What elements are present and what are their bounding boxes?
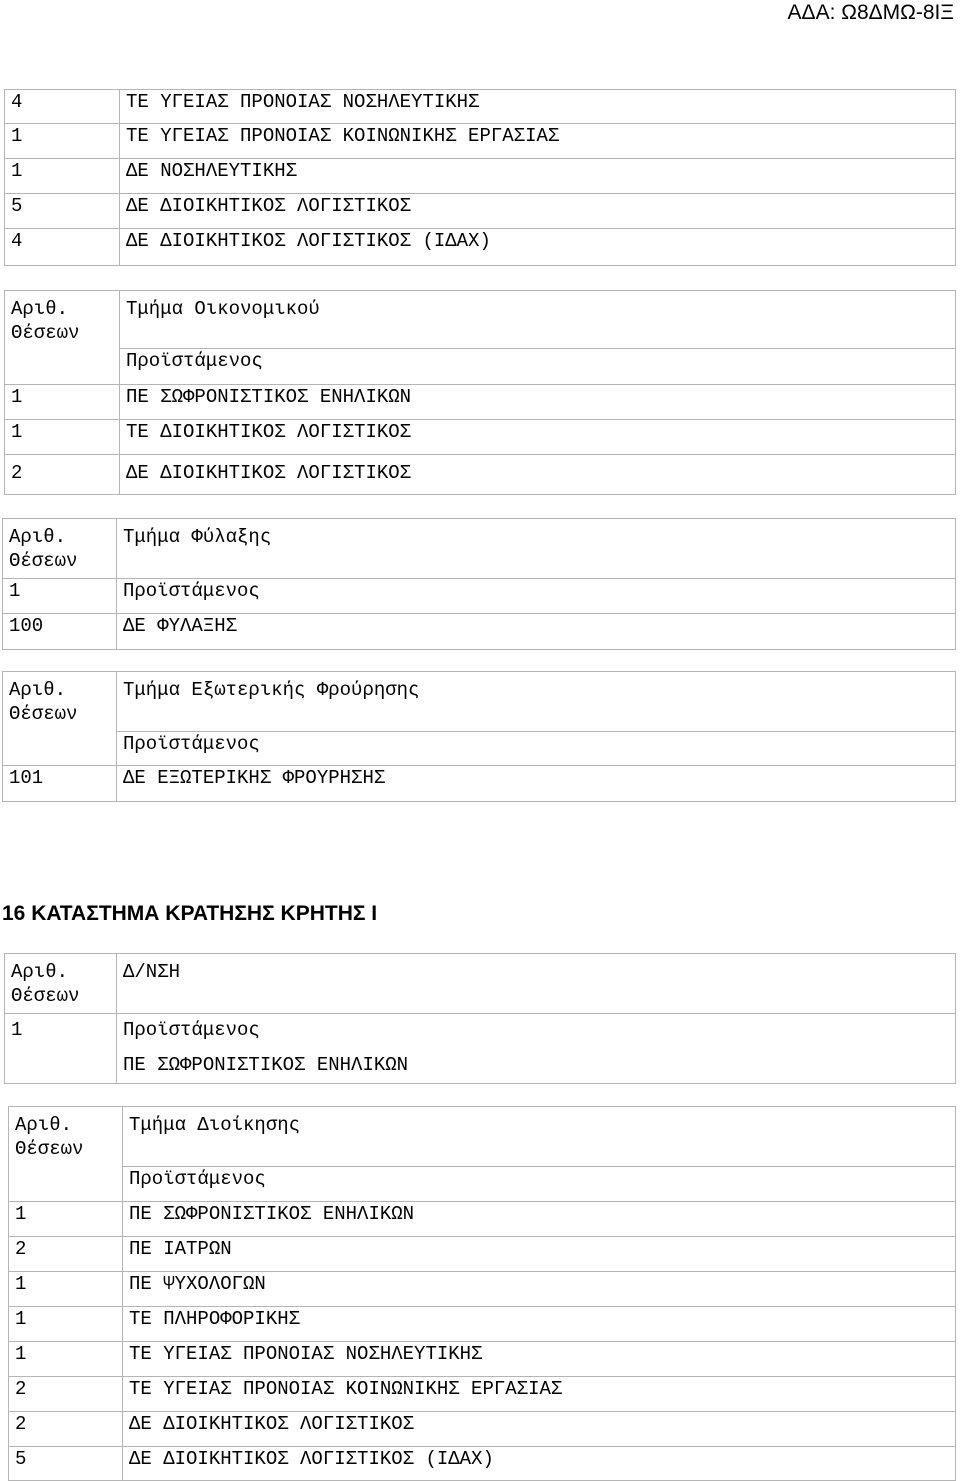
table-row	[9, 1307, 956, 1342]
positions-count-header-text: Αριθ. Θέσεων	[9, 526, 78, 572]
positions-count: 5	[5, 194, 120, 229]
position-title: ΤΕ ΥΓΕΙΑΣ ΠΡΟΝΟΙΑΣ ΝΟΣΗΛΕΥΤΙΚΗΣ	[120, 90, 956, 124]
positions-count-header-text: Αριθ. Θέσεων	[11, 961, 80, 1007]
position-title-line: Προϊστάμενος	[123, 1019, 260, 1041]
table-row	[9, 1377, 956, 1412]
position-title: ΔΕ ΦΥΛΑΞΗΣ	[117, 614, 956, 650]
position-title: ΔΕ ΔΙΟΙΚΗΤΙΚΟΣ ΛΟΓΙΣΤΙΚΟΣ	[120, 455, 956, 495]
position-title: Προϊστάμενος	[117, 579, 956, 614]
positions-count: 1	[9, 1272, 123, 1307]
positions-count: 2	[5, 455, 120, 495]
department-title: Τμήμα Διοίκησης	[123, 1107, 956, 1167]
section-heading: 16 ΚΑΤΑΣΤΗΜΑ ΚΡΑΤΗΣΗΣ ΚΡΗΤΗΣ Ι	[2, 902, 378, 925]
table-row	[5, 159, 956, 194]
positions-count: 1	[5, 159, 120, 194]
table-row	[5, 194, 956, 229]
position-title: ΤΕ ΥΓΕΙΑΣ ΠΡΟΝΟΙΑΣ ΝΟΣΗΛΕΥΤΙΚΗΣ	[123, 1342, 956, 1377]
position-title: Προϊστάμενος	[117, 732, 956, 766]
table-header-row	[3, 519, 956, 579]
positions-count-header-text: Αριθ. Θέσεων	[9, 679, 78, 725]
positions-count-header	[9, 1107, 123, 1202]
position-title: ΠΕ ΣΩΦΡΟΝΙΣΤΙΚΟΣ ΕΝΗΛΙΚΩΝ	[123, 1202, 956, 1237]
position-title: ΤΕ ΥΓΕΙΑΣ ΠΡΟΝΟΙΑΣ ΚΟΙΝΩΝΙΚΗΣ ΕΡΓΑΣΙΑΣ	[120, 124, 956, 159]
position-title: ΠΕ ΙΑΤΡΩΝ	[123, 1237, 956, 1272]
position-title: ΤΕ ΠΛΗΡΟΦΟΡΙΚΗΣ	[123, 1307, 956, 1342]
positions-count: 1	[9, 1202, 123, 1237]
table-row	[9, 1237, 956, 1272]
positions-count: 1	[3, 579, 117, 614]
table-row	[5, 124, 956, 159]
position-title: ΔΕ ΝΟΣΗΛΕΥΤΙΚΗΣ	[120, 159, 956, 194]
position-title: ΔΕ ΔΙΟΙΚΗΤΙΚΟΣ ΛΟΓΙΣΤΙΚΟΣ	[120, 194, 956, 229]
department-table-guarding	[2, 518, 956, 650]
table-header-row	[3, 672, 956, 732]
position-title: ΔΕ ΔΙΟΙΚΗΤΙΚΟΣ ΛΟΓΙΣΤΙΚΟΣ	[123, 1412, 956, 1447]
positions-count: 2	[9, 1377, 123, 1412]
positions-count: 1	[5, 124, 120, 159]
position-title: Προϊστάμενος	[120, 349, 956, 385]
table-row	[9, 1167, 956, 1202]
table-row	[5, 90, 956, 124]
table-row	[5, 455, 956, 495]
table-row	[3, 766, 956, 802]
table-row	[9, 1272, 956, 1307]
positions-count: 1	[9, 1342, 123, 1377]
positions-count: 2	[9, 1412, 123, 1447]
table-header-row	[5, 954, 956, 1014]
position-title: ΠΕ ΨΥΧΟΛΟΓΩΝ	[123, 1272, 956, 1307]
table-row	[9, 1447, 956, 1481]
positions-count-header	[5, 954, 117, 1014]
positions-count: 1	[5, 420, 120, 455]
table-row	[5, 349, 956, 385]
department-title: Τμήμα Εξωτερικής Φρούρησης	[117, 672, 956, 732]
ada-label: ΑΔΑ: Ω8ΔΜΩ-8ΙΞ	[787, 1, 954, 24]
position-title-line: ΠΕ ΣΩΦΡΟΝΙΣΤΙΚΟΣ ΕΝΗΛΙΚΩΝ	[123, 1054, 409, 1076]
position-title: ΤΕ ΔΙΟΙΚΗΤΙΚΟΣ ΛΟΓΙΣΤΙΚΟΣ	[120, 420, 956, 455]
table-header-row	[9, 1107, 956, 1167]
position-title: ΠΕ ΣΩΦΡΟΝΙΣΤΙΚΟΣ ΕΝΗΛΙΚΩΝ	[120, 385, 956, 420]
positions-count: 100	[3, 614, 117, 650]
position-title: ΔΕ ΔΙΟΙΚΗΤΙΚΟΣ ΛΟΓΙΣΤΙΚΟΣ (ΙΔΑΧ)	[123, 1447, 956, 1481]
position-title: ΔΕ ΔΙΟΙΚΗΤΙΚΟΣ ΛΟΓΙΣΤΙΚΟΣ (ΙΔΑΧ)	[120, 229, 956, 266]
positions-count: 101	[3, 766, 117, 802]
department-table-administration	[8, 1106, 956, 1481]
position-title: ΔΕ ΕΞΩΤΕΡΙΚΗΣ ΦΡΟΥΡΗΣΗΣ	[117, 766, 956, 802]
positions-count: 1	[5, 385, 120, 420]
positions-count: 4	[5, 229, 120, 266]
positions-count-header	[3, 672, 117, 766]
department-title: Δ/ΝΣΗ	[117, 954, 956, 1014]
positions-count-header-text: Αριθ. Θέσεων	[15, 1114, 84, 1160]
table-row	[5, 229, 956, 266]
positions-count-header	[5, 291, 120, 385]
table-header-row	[5, 291, 956, 349]
positions-count: 1	[9, 1307, 123, 1342]
positions-count: 4	[5, 90, 120, 124]
table-row	[3, 614, 956, 650]
positions-count: 2	[9, 1237, 123, 1272]
position-title	[117, 1014, 956, 1084]
department-table-directorate	[4, 953, 956, 1084]
positions-count-header-text: Αριθ. Θέσεων	[11, 298, 80, 344]
position-title: ΤΕ ΥΓΕΙΑΣ ΠΡΟΝΟΙΑΣ ΚΟΙΝΩΝΙΚΗΣ ΕΡΓΑΣΙΑΣ	[123, 1377, 956, 1412]
department-title: Τμήμα Φύλαξης	[117, 519, 956, 579]
table-row	[5, 1014, 956, 1084]
department-table-finance	[4, 290, 956, 495]
positions-count: 1	[5, 1014, 117, 1084]
positions-count-header	[3, 519, 117, 579]
table-row	[9, 1412, 956, 1447]
table-row	[5, 420, 956, 455]
table-row	[9, 1202, 956, 1237]
positions-count: 5	[9, 1447, 123, 1481]
department-title: Τμήμα Οικονομικού	[120, 291, 956, 349]
table-row	[5, 385, 956, 420]
department-table-external-guard	[2, 671, 956, 802]
table-row	[3, 732, 956, 766]
table-row	[3, 579, 956, 614]
table-row	[9, 1342, 956, 1377]
position-title: Προϊστάμενος	[123, 1167, 956, 1202]
positions-table-1	[4, 89, 956, 266]
